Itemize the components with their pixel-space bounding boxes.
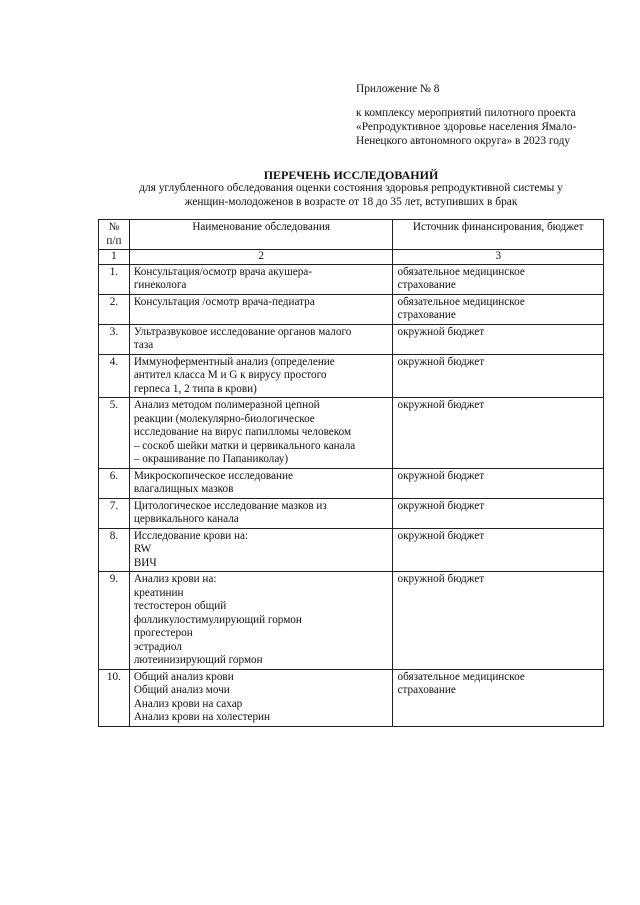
- examination-name: [129, 498, 393, 528]
- subtitle-line: для углубленного обследования оценки состояния здоровья репродуктивной системы у: [139, 182, 563, 194]
- examination-name-line: антител класса М и G к вирусу простого: [133, 369, 327, 381]
- examination-name-line: ВИЧ: [133, 556, 157, 569]
- funding-source: [393, 354, 604, 398]
- examination-name-line: лютеинизирующий гормон: [133, 654, 263, 666]
- examination-name-line: цервикального канала: [133, 513, 239, 525]
- examination-name-line: Анализ крови на сахар: [133, 697, 243, 710]
- funding-source: [393, 528, 604, 572]
- funding-source: [393, 468, 604, 498]
- row-number: 7.: [99, 498, 130, 528]
- examination-name-line: Анализ крови на:: [133, 573, 217, 585]
- appendix-line: «Репродуктивное здоровье населения Ямало-: [356, 121, 577, 133]
- examination-name-line: – окрашивание по Папаниколау): [133, 453, 289, 465]
- examination-name-line: RW: [133, 543, 152, 555]
- header-name: Наименование обследования: [129, 220, 393, 250]
- examination-name-line: Консультация/осмотр врача акушера-: [133, 265, 312, 278]
- examination-name-line: Общий анализ крови: [133, 670, 234, 683]
- examination-name-line: Анализ методом полимеразной цепной: [133, 399, 320, 411]
- examination-name: [129, 354, 393, 398]
- examination-name: [129, 572, 393, 670]
- funding-source: [393, 669, 604, 726]
- row-number: 8.: [99, 528, 130, 572]
- examination-name-line: Цитологическое исследование мазков из: [133, 499, 327, 512]
- examination-name: [129, 528, 393, 572]
- document-title: ПЕРЕЧЕНЬ ИССЛЕДОВАНИЙ: [263, 168, 439, 182]
- examination-name: [129, 398, 393, 469]
- funding-source-line: окружной бюджет: [397, 355, 485, 368]
- funding-source-line: окружной бюджет: [397, 499, 485, 512]
- appendix-number: Приложение № 8: [356, 83, 440, 95]
- table-row: [99, 264, 604, 294]
- funding-source: [393, 498, 604, 528]
- funding-source-line: окружной бюджет: [397, 325, 485, 338]
- table-row: [99, 528, 604, 572]
- examination-name-line: эстрадиол: [133, 640, 182, 653]
- row-number: 9.: [99, 572, 130, 670]
- examination-name: [129, 294, 393, 324]
- funding-source-line: обязательное медицинское: [397, 670, 525, 683]
- row-number: 10.: [99, 669, 130, 726]
- header-number-line: п/п: [106, 234, 122, 247]
- index-cell: 3: [393, 250, 604, 265]
- table-row: [99, 468, 604, 498]
- examination-name-line: реакции (молекулярно-биологическое: [133, 412, 315, 425]
- row-number: 5.: [99, 398, 130, 469]
- examination-name-line: Анализ крови на холестерин: [133, 711, 271, 723]
- table-row: [99, 498, 604, 528]
- funding-source-line: окружной бюджет: [397, 573, 485, 585]
- examinations-table: [98, 219, 604, 727]
- table-row: [99, 324, 604, 354]
- funding-source: [393, 294, 604, 324]
- document-subtitle: [98, 182, 604, 209]
- row-number: 3.: [99, 324, 130, 354]
- funding-source-line: окружной бюджет: [397, 399, 485, 411]
- examination-name-line: – соскоб шейки матки и цервикального канала: [133, 439, 356, 452]
- funding-source-line: окружной бюджет: [397, 529, 485, 542]
- examination-name-line: влагалищных мазков: [133, 483, 234, 495]
- examination-name-line: креатинин: [133, 586, 184, 599]
- examination-name-line: исследование на вирус папилломы человеком: [133, 426, 352, 438]
- examination-name: [129, 324, 393, 354]
- funding-source-line: страхование: [397, 684, 456, 696]
- funding-source: [393, 264, 604, 294]
- examination-name-line: Микроскопическое исследование: [133, 469, 293, 482]
- table-row: [99, 398, 604, 469]
- index-cell: 1: [99, 250, 130, 265]
- table-header-row: [99, 220, 604, 250]
- table-row: [99, 669, 604, 726]
- funding-source: [393, 324, 604, 354]
- examination-name: [129, 468, 393, 498]
- table-index-row: [99, 250, 604, 265]
- examination-name: [129, 264, 393, 294]
- appendix-context: [356, 106, 631, 148]
- funding-source: [393, 398, 604, 469]
- row-number: 6.: [99, 468, 130, 498]
- examination-name-line: тестостерон общий: [133, 600, 227, 612]
- header-source: Источник финансирования, бюджет: [393, 220, 604, 250]
- examination-name-line: фолликулостимулирующий гормон: [133, 613, 302, 626]
- appendix-line: Ненецкого автономного округа» в 2023 году: [356, 135, 571, 147]
- appendix-line: к комплексу мероприятий пилотного проекта: [356, 107, 576, 119]
- examination-name-line: Общий анализ мочи: [133, 684, 230, 696]
- table-body: [99, 264, 604, 726]
- title-block: [98, 168, 604, 209]
- appendix-block: [356, 82, 631, 148]
- examination-name: [129, 669, 393, 726]
- examination-name-line: герпеса 1, 2 типа в крови): [133, 382, 257, 395]
- header-number: [99, 220, 130, 250]
- examination-name-line: прогестерон: [133, 627, 193, 639]
- examination-name-line: Исследование крови на:: [133, 529, 249, 542]
- table-row: [99, 354, 604, 398]
- index-cell: 2: [129, 250, 393, 265]
- table-row: [99, 294, 604, 324]
- funding-source-line: обязательное медицинское: [397, 295, 525, 308]
- funding-source-line: окружной бюджет: [397, 469, 485, 482]
- funding-source-line: обязательное медицинское: [397, 265, 525, 278]
- row-number: 4.: [99, 354, 130, 398]
- examination-name-line: таза: [133, 339, 154, 351]
- funding-source-line: страхование: [397, 309, 456, 321]
- row-number: 1.: [99, 264, 130, 294]
- subtitle-line: женщин-молодоженов в возрасте от 18 до 35 лет, вступивших в брак: [184, 195, 518, 208]
- table-row: [99, 572, 604, 670]
- funding-source: [393, 572, 604, 670]
- header-number-line: №: [108, 221, 120, 233]
- examination-name-line: Ультразвуковое исследование органов малого: [133, 325, 352, 338]
- row-number: 2.: [99, 294, 130, 324]
- examination-name-line: гинеколога: [133, 279, 187, 291]
- examination-name-line: Консультация /осмотр врача-педиатра: [133, 295, 315, 308]
- funding-source-line: страхование: [397, 279, 456, 291]
- examination-name-line: Иммуноферментный анализ (определение: [133, 355, 335, 368]
